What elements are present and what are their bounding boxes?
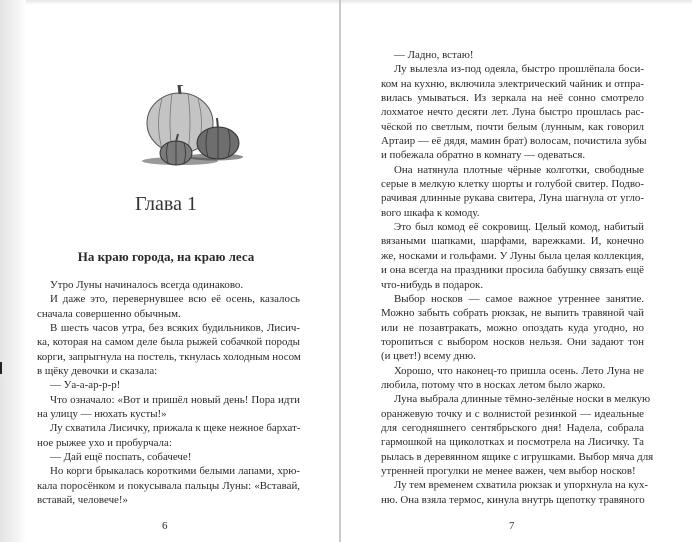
- left-page: [26, 0, 339, 542]
- text-line: чёской по светлым, почти белым (лунным, как говорил: [381, 120, 644, 133]
- paragraph: [37, 278, 300, 292]
- text-line: Лу тем временем схватила рюкзак и упорхнула на кух-: [394, 479, 649, 492]
- text-line: Лу вылезла из-под одеяла, быстро прошлёпала боси-: [394, 63, 644, 76]
- text-line: И даже это, перевернувшее всю её осень, казалось: [50, 293, 300, 306]
- paragraph: [381, 364, 644, 393]
- text-line: на улицу — нюхать кусты!»: [37, 408, 167, 421]
- paragraph: [381, 292, 644, 364]
- text-line: рачивая длинные рукава свитера, Луна шагнула от угло-: [381, 192, 644, 205]
- text-line: ню. Она взяла термос, кинула внутрь щепотку травяного: [381, 493, 645, 506]
- text-line: вилась умываться. Из зеркала на неё сонно смотрело: [381, 92, 644, 105]
- text-line: корги, запрыгнула на постель, ткнулась холодным носом: [37, 350, 301, 363]
- text-line: сначала совершенно обычным.: [37, 307, 181, 320]
- text-line: Но корги брыкалась короткими белыми лапами, хрю-: [50, 465, 300, 478]
- text-line: рылась в деревянном ящике с игрушками. Выбор мяча для: [381, 450, 654, 463]
- paragraph: [37, 464, 300, 507]
- pumpkins-illustration: [140, 85, 250, 170]
- text-line: ком на кухню, включила электрический чайник и отпра-: [381, 77, 644, 90]
- text-line: Луна выбрала длинные тёмно-зелёные носки в мелкую: [394, 393, 651, 406]
- text-line: утренней прогулки не менее важен, чем выбор носков!: [381, 464, 636, 477]
- text-line: вязаными шапками, шарфами, варежками. И, конечно: [381, 235, 644, 248]
- text-line: Она натянула плотные чёрные колготки, свободные: [394, 163, 644, 176]
- text-line: торопиться с выбором носков нельзя. Они задают тон: [381, 335, 644, 348]
- paragraph: [381, 220, 644, 292]
- text-line: вого шкафа к комоду.: [381, 206, 480, 219]
- paragraph: [37, 321, 300, 378]
- text-line: и она всегда на праздники просила бабушку связать ещё: [381, 264, 644, 277]
- paragraph: [381, 62, 647, 162]
- page-gutter-shadow: [0, 0, 26, 542]
- text-line: Можно забыть собрать рюкзак, не выпить травяной чай: [381, 307, 644, 320]
- paragraph: [37, 292, 300, 321]
- text-line: лохматое нечто десяти лет. Луна быстро прошлась рас-: [381, 106, 644, 119]
- paragraph: [381, 163, 644, 220]
- text-line: вставай, человече!»: [37, 494, 128, 507]
- text-line: оранжевую точку и с волнистой резинкой — идеальные: [381, 407, 644, 420]
- text-line: Артаир — её дядя, мамин брат) волосам, почистила зубы: [381, 135, 647, 148]
- paragraph: [37, 421, 300, 450]
- paragraph: [381, 478, 649, 507]
- page-number: 6: [162, 520, 168, 532]
- chapter-title: Глава 1: [135, 193, 197, 215]
- paragraph: [37, 378, 300, 392]
- text-line: же, носками и гольфами. У Луны была целая коллекция,: [381, 249, 644, 262]
- page-edge-mark: [0, 362, 2, 374]
- section-title: На краю города, на краю леса: [77, 249, 255, 264]
- left-page-body: [37, 278, 300, 508]
- paragraph: [381, 392, 654, 478]
- text-line: В шесть часов утра, без всяких будильников, Лисич-: [50, 322, 300, 335]
- text-line: (и цвет!) всему дню.: [381, 350, 476, 363]
- text-line: для сегодняшнего сентябрьского дня! Надела, собрала: [381, 421, 644, 434]
- text-line: — Ладно, встаю!: [394, 49, 474, 61]
- text-line: Лу схватила Лисичку, прижала к щеке нежное бархат-: [50, 422, 301, 435]
- paragraph: [37, 393, 300, 422]
- text-line: в щёку девочки и сказала:: [37, 365, 158, 378]
- text-line: или не позавтракать, можно опоздать куда угодно, но: [381, 321, 644, 334]
- text-line: ное рыжее ухо и пробурчала:: [37, 436, 172, 449]
- text-line: Что означало: «Вот и пришёл новый день! Пора идти: [50, 393, 300, 406]
- text-line: Выбор носков — самое важное утреннее занятие.: [394, 292, 644, 305]
- text-line: гармошкой на щиколотках и посмотрела на Лисичку. Та: [381, 436, 644, 449]
- text-line: что-нибудь в подарок.: [381, 278, 484, 291]
- text-line: кала поросёнком и покусывала пальцы Луны: «Вставай,: [37, 479, 300, 492]
- text-line: любила, потому что в носках летом было жарко.: [381, 378, 606, 391]
- page-number: 7: [509, 520, 515, 532]
- text-line: — Уа-а-ар-р-р!: [50, 379, 121, 392]
- paragraph: [381, 48, 644, 62]
- text-line: Утро Луны начиналось всегда одинаково.: [50, 279, 244, 291]
- right-page: [341, 0, 692, 542]
- text-line: ка, которая на самом деле была рыжей собачкой породы: [37, 336, 300, 349]
- right-page-body: [381, 48, 654, 507]
- text-line: Хорошо, что наконец-то пришла осень. Лето Луна не: [394, 364, 644, 377]
- text-line: серые в мелкую клетку шорты и голубой свитер. Подво-: [381, 178, 644, 191]
- text-line: и побежала обратно в комнату — одеваться.: [381, 149, 586, 162]
- text-line: Это был комод её сокровищ. Целый комод, набитый: [394, 221, 644, 234]
- paragraph: [37, 450, 300, 464]
- text-line: — Дай ещё поспать, собачече!: [50, 451, 192, 464]
